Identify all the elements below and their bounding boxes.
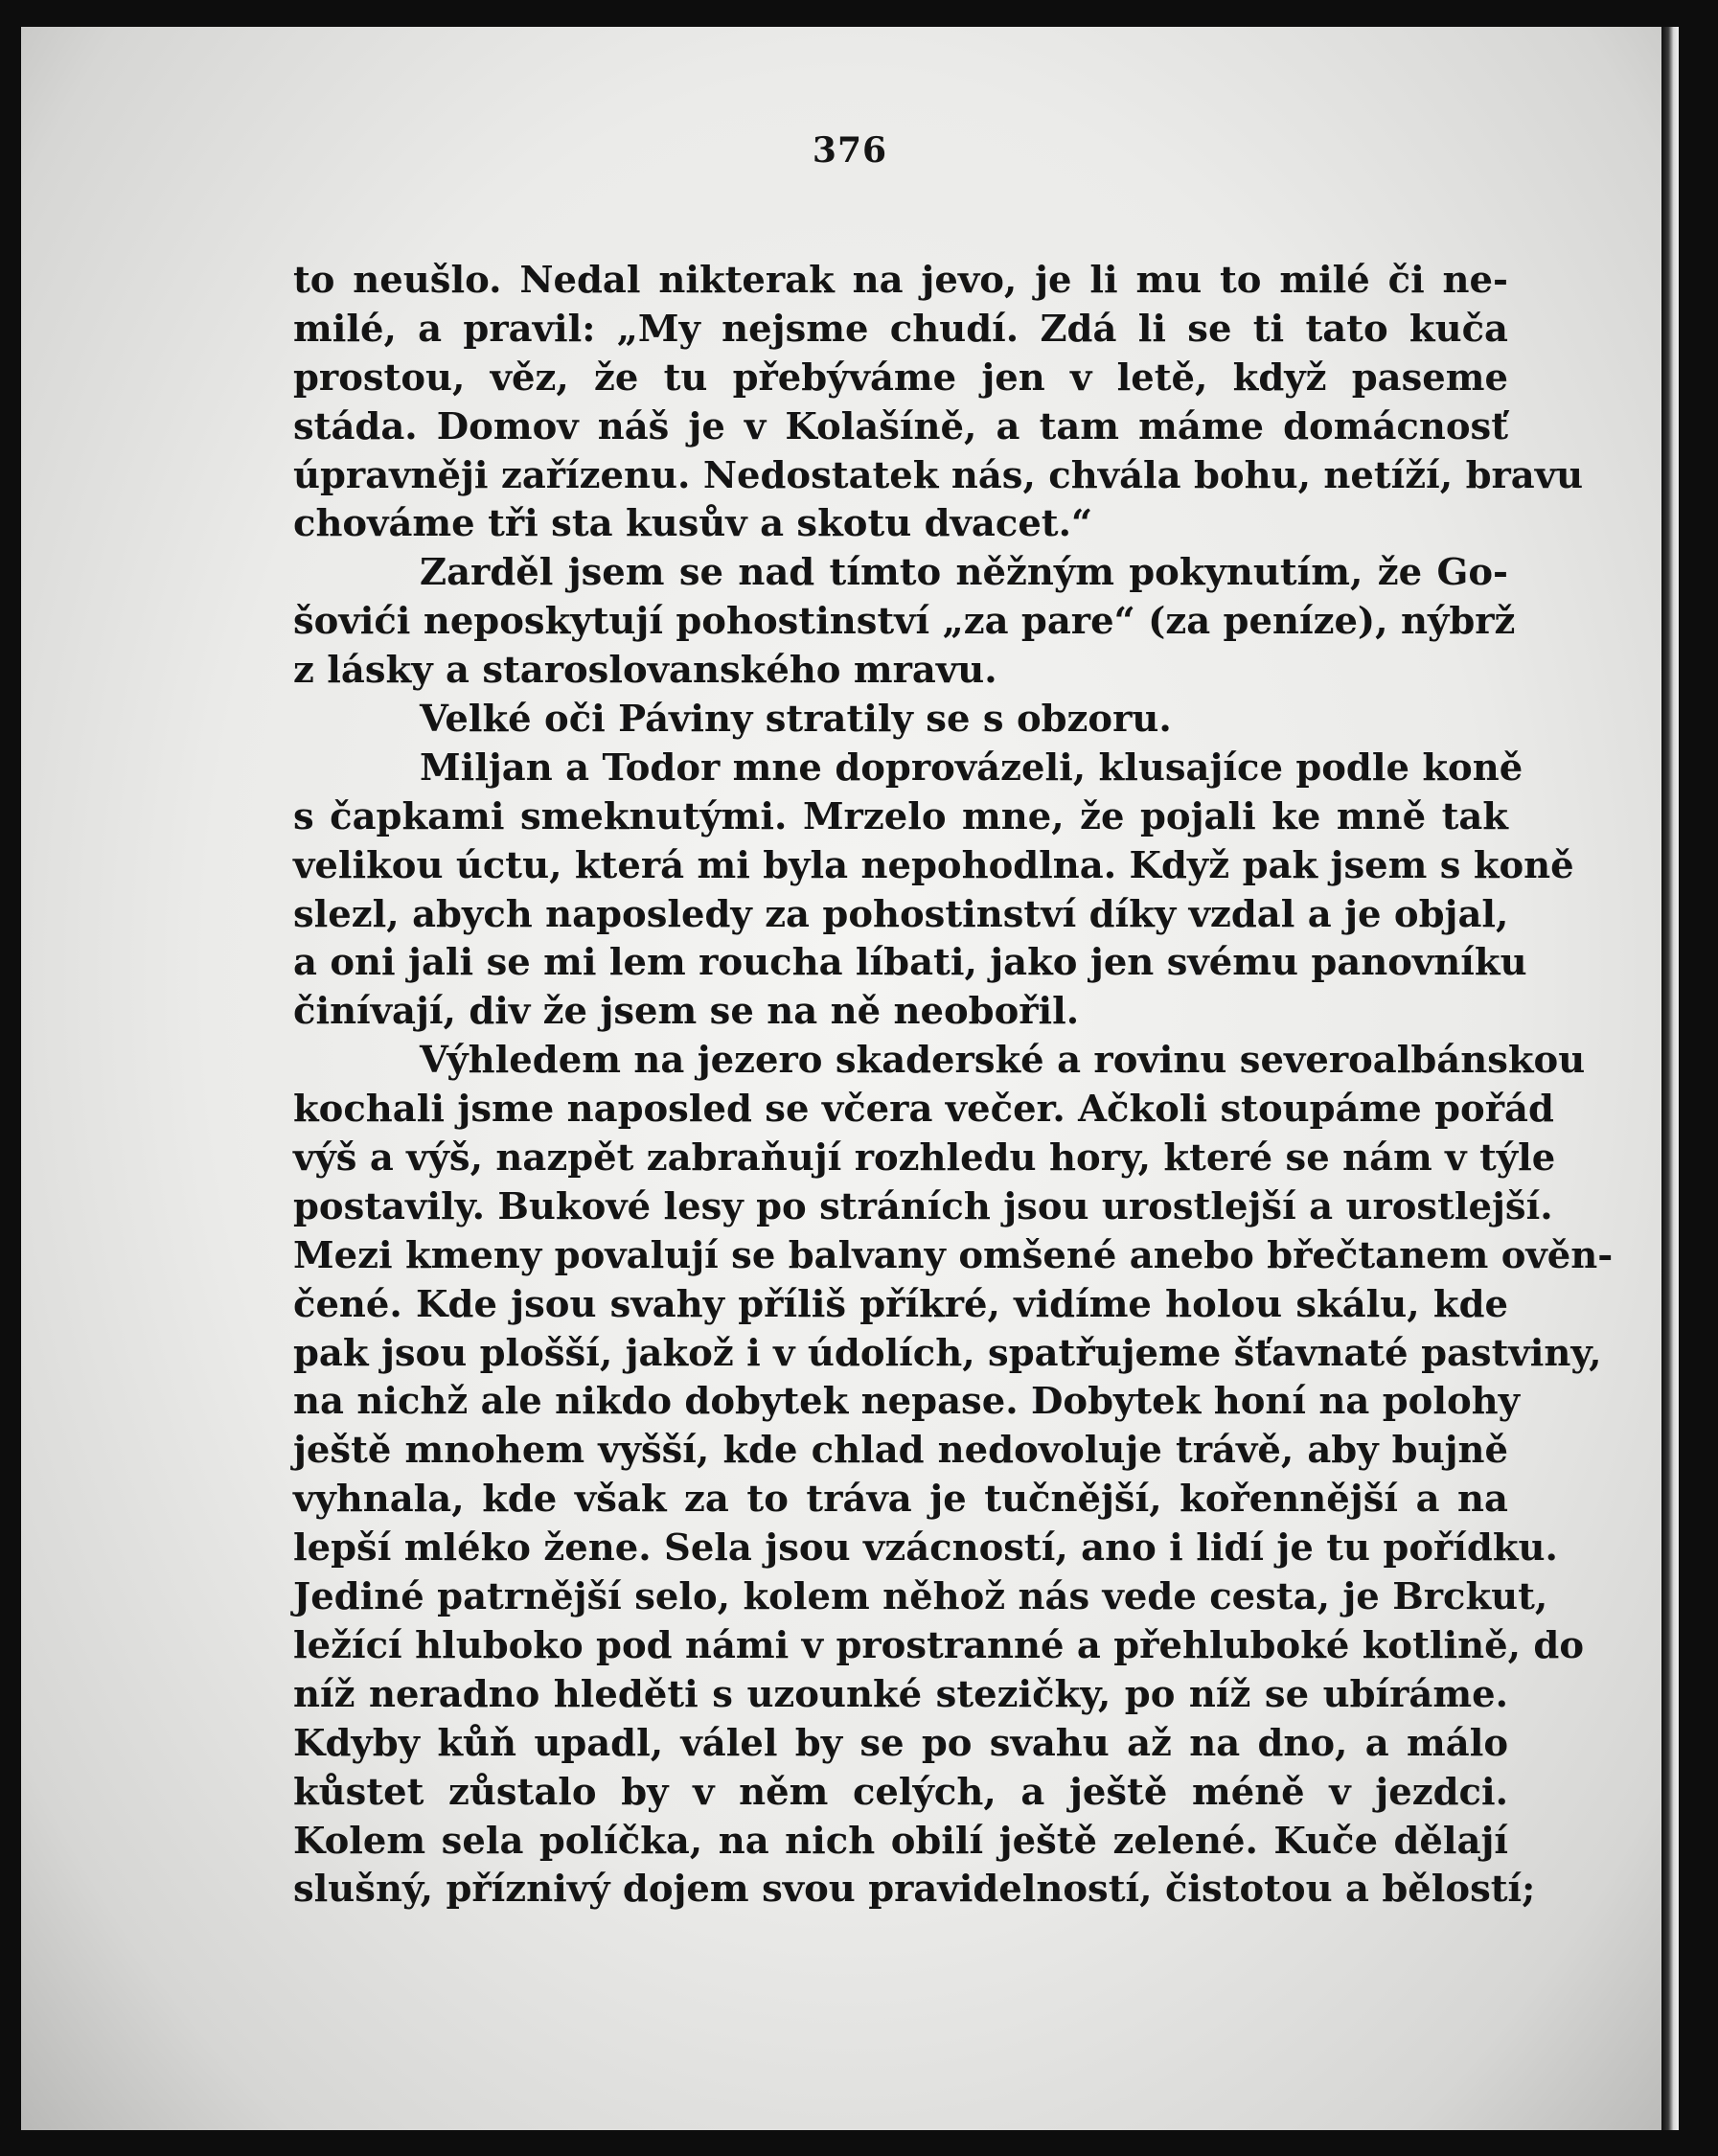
text-line: Kdyby kůň upadl, válel by se po svahu až na dno, a málo (293, 1721, 1508, 1765)
text-line: prostou, věz, že tu přebýváme jen v letě, když paseme (293, 356, 1508, 400)
text-line: to neušlo. Nedal nikterak na jevo, je li mu to milé či ne- (293, 259, 1508, 302)
text-line: výš a výš, nazpět zabraňují rozhledu hory, které se nám v týle (293, 1136, 1556, 1181)
text-line: slezl, abych naposledy za pohostinství díky vzdal a je objal, (293, 892, 1509, 936)
text-line: Mezi kmeny povalují se balvany omšené anebo břečtanem ověn- (293, 1233, 1614, 1277)
text-line: Velké oči Páviny stratily se s obzoru. (420, 698, 1172, 742)
text-line: kochali jsme naposled se včera večer. Ačkoli stoupáme pořád (293, 1088, 1554, 1132)
body-text (293, 257, 1614, 1915)
text-line: šovići neposkytují pohostinství „za pare“ (za peníze), nýbrž (293, 600, 1516, 644)
text-line: úpravněji zařízenu. Nedostatek nás, chvála bohu, netíží, bravu (293, 453, 1584, 497)
text-line: milé, a pravil: „My nejsme chudí. Zdá li se ti tato kuča (293, 307, 1508, 351)
text-line: ještě mnohem vyšší, kde chlad nedovoluje trávě, aby bujně (293, 1429, 1508, 1473)
text-line: slušný, příznivý dojem svou pravidelností, čistotou a bělostí; (293, 1868, 1536, 1912)
text-line: a oni jali se mi lem roucha líbati, jako jen svému panovníku (293, 941, 1527, 985)
text-line: čené. Kde jsou svahy příliš příkré, vidíme holou skálu, kde (293, 1282, 1508, 1326)
text-line: vyhnala, kde však za to tráva je tučnější, kořennější a na (293, 1478, 1508, 1522)
text-line: na nichž ale nikdo dobytek nepase. Dobytek honí na polohy (293, 1380, 1521, 1424)
text-line: stáda. Domov náš je v Kolašíně, a tam máme domácnosť (293, 404, 1508, 448)
text-line: níž neradno hleděti s uzounké stezičky, po níž se ubíráme. (293, 1672, 1508, 1716)
text-line: Zarděl jsem se nad tímto něžným pokynutím, že Go- (420, 551, 1508, 595)
book-page (21, 27, 1679, 2130)
text-line: Jediné patrnější selo, kolem něhož nás vede cesta, je Brckut, (293, 1575, 1548, 1619)
text-line: Kolem sela políčka, na nich obilí ještě zelené. Kuče dělají (293, 1819, 1508, 1863)
page-edge (1661, 27, 1679, 2130)
text-line: chováme tři sta kusův a skotu dvacet.“ (293, 502, 1093, 546)
text-line: lepší mléko žene. Sela jsou vzácností, ano i lidí je tu pořídku. (293, 1526, 1558, 1571)
text-line: postavily. Bukové lesy po stráních jsou urostlejší a urostlejší. (293, 1184, 1553, 1228)
text-line: z lásky a staroslovanského mravu. (293, 649, 997, 693)
text-line: s čapkami smeknutými. Mrzelo mne, že pojali ke mně tak (293, 794, 1508, 838)
text-line: velikou úctu, která mi byla nepohodlna. Když pak jsem s koně (293, 843, 1574, 887)
text-line: Miljan a Todor mne doprovázeli, klusajíce podle koně (420, 745, 1523, 790)
text-line: pak jsou plošší, jakož i v údolích, spatřujeme šťavnaté pastviny, (293, 1331, 1602, 1375)
page-number: 376 (812, 130, 888, 171)
text-line: Výhledem na jezero skaderské a rovinu severoalbánskou (420, 1039, 1586, 1083)
text-line: kůstet zůstalo by v něm celých, a ještě méně v jezdci. (293, 1770, 1508, 1814)
text-line: ležící hluboko pod námi v prostranné a přehluboké kotlině, do (293, 1623, 1585, 1667)
text-line: činívají, div že jsem se na ně neobořil. (293, 990, 1080, 1034)
